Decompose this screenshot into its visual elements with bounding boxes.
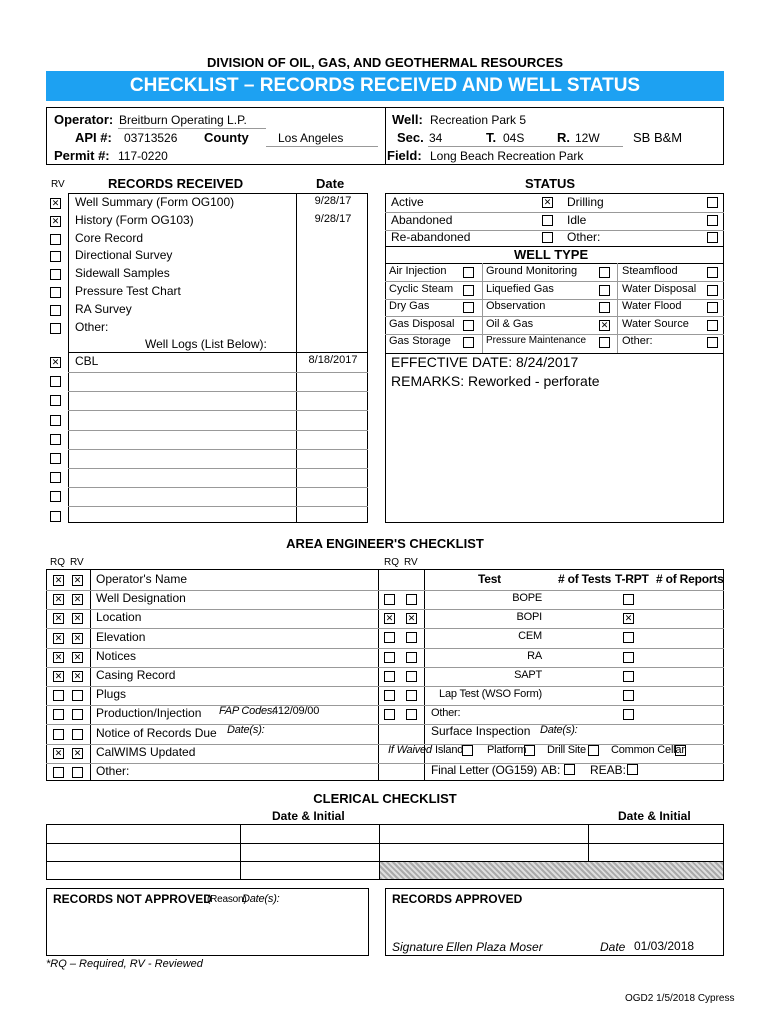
record-label: Other: <box>75 319 109 334</box>
record-checkbox[interactable] <box>50 234 61 245</box>
log-row-line <box>68 468 368 469</box>
test-rv-checkbox[interactable] <box>406 613 417 624</box>
record-checkbox[interactable] <box>50 305 61 316</box>
trpt-checkbox[interactable] <box>623 652 634 663</box>
test-rv-checkbox[interactable] <box>406 594 417 605</box>
log-checkbox[interactable] <box>50 415 61 426</box>
test-rq-checkbox[interactable] <box>384 671 395 682</box>
test-label: Other: <box>431 707 461 720</box>
record-date: 9/28/17 <box>314 212 352 225</box>
clerical-heading: CLERICAL CHECKLIST <box>313 791 457 806</box>
trpt-checkbox[interactable] <box>623 671 634 682</box>
well-type-label: Water Source <box>622 317 689 330</box>
well-type-label: Oil & Gas <box>486 317 534 330</box>
num-reports-header: # of Reports <box>656 572 724 586</box>
record-date: 9/28/17 <box>314 195 352 207</box>
record-label: Core Record <box>75 230 144 245</box>
well-type-label: Dry Gas <box>389 300 430 313</box>
test-label: BOPI <box>516 611 542 624</box>
ab-checkbox[interactable] <box>564 764 575 775</box>
rv-checkbox[interactable] <box>72 729 83 740</box>
engineer-item-label: Production/Injection <box>96 706 202 721</box>
drill-site-label: Drill Site <box>547 744 586 756</box>
well-type-checkbox[interactable] <box>463 267 474 278</box>
record-label: Well Summary (Form OG100) <box>75 195 235 209</box>
record-label: Pressure Test Chart <box>75 284 181 298</box>
test-label: RA <box>527 649 542 662</box>
well-type-checkbox[interactable] <box>707 320 718 331</box>
reason-label: (Reason) <box>207 894 247 905</box>
test-label: Lap Test (WSO Form) <box>439 688 542 700</box>
rq-checkbox[interactable] <box>53 613 64 624</box>
log-checkbox[interactable] <box>50 395 61 406</box>
approved-label: RECORDS APPROVED <box>392 892 523 906</box>
record-checkbox[interactable] <box>50 269 61 280</box>
well-type-checkbox[interactable] <box>463 302 474 313</box>
rv-checkbox[interactable] <box>72 748 83 759</box>
rv-checkbox[interactable] <box>72 709 83 720</box>
status-label: Active <box>391 195 424 209</box>
rv-label: RV <box>51 179 65 190</box>
platform-label: Platform <box>487 744 527 756</box>
record-label: History (Form OG103) <box>75 212 194 227</box>
status-label: Drilling <box>567 195 604 209</box>
record-label: Directional Survey <box>75 248 173 263</box>
log-checkbox[interactable] <box>50 472 61 483</box>
log-label: CBL <box>75 354 99 368</box>
t-value: 04S <box>503 131 525 145</box>
trpt-checkbox[interactable] <box>623 690 634 701</box>
engineer-row-line <box>46 609 724 610</box>
sec-label: Sec. <box>397 130 424 145</box>
rv-checkbox[interactable] <box>72 652 83 663</box>
trpt-checkbox[interactable] <box>623 594 634 605</box>
well-type-row-line <box>385 334 724 335</box>
trpt-checkbox[interactable] <box>623 709 634 720</box>
not-approved-dates: Date(s): <box>242 893 280 905</box>
rq-checkbox[interactable] <box>53 729 64 740</box>
status-checkbox[interactable] <box>542 215 553 226</box>
test-label: SAPT <box>514 668 542 681</box>
rq-checkbox[interactable] <box>53 709 64 720</box>
surface-inspection-label: Surface Inspection <box>431 724 531 738</box>
reab-label: REAB: <box>590 763 627 777</box>
log-row-line <box>68 430 368 431</box>
reab-checkbox[interactable] <box>627 764 638 775</box>
record-checkbox[interactable] <box>50 251 61 262</box>
rq-checkbox[interactable] <box>53 690 64 701</box>
clerical-date-initial-left: Date & Initial <box>272 809 345 823</box>
well-type-label: Gas Storage <box>389 335 451 348</box>
test-rv-checkbox[interactable] <box>406 632 417 643</box>
test-rv-checkbox[interactable] <box>406 709 417 720</box>
approved-date-label: Date <box>600 940 626 954</box>
field-value: Long Beach Recreation Park <box>430 149 584 163</box>
engineer-item-label: Casing Record <box>96 668 176 682</box>
well-type-checkbox[interactable] <box>599 302 610 313</box>
rq-checkbox[interactable] <box>53 748 64 759</box>
engineer-item-label: Notices <box>96 648 137 663</box>
num-tests-header: # of Tests <box>558 572 612 586</box>
operator-value: Breitburn Operating L.P. <box>119 113 247 127</box>
well-label: Well: <box>392 112 423 127</box>
status-label: Other: <box>567 230 601 244</box>
county-label: County <box>204 130 249 145</box>
rq-checkbox[interactable] <box>53 594 64 605</box>
well-type-checkbox[interactable] <box>707 267 718 278</box>
well-type-label: Other: <box>622 335 653 348</box>
permit-label: Permit #: <box>54 148 110 163</box>
status-label: Re-abandoned <box>391 230 471 244</box>
log-row-line <box>68 506 368 507</box>
eng-rq-label: RQ <box>50 557 65 568</box>
trpt-header: T-RPT <box>615 572 649 586</box>
clerical-date-initial-right: Date & Initial <box>618 809 691 823</box>
rv-checkbox[interactable] <box>72 613 83 624</box>
engineer-item-label: CalWIMS Updated <box>96 744 196 759</box>
well-type-label: Water Disposal <box>622 282 697 295</box>
well-type-label: Water Flood <box>622 300 682 313</box>
rv-checkbox[interactable] <box>72 633 83 644</box>
test-rv-checkbox[interactable] <box>406 652 417 663</box>
well-type-label: Steamflood <box>622 265 678 277</box>
log-checkbox[interactable] <box>50 491 61 502</box>
eng-rv-label-2: RV <box>404 557 418 568</box>
log-checkbox[interactable] <box>50 511 61 522</box>
ab-label: AB: <box>541 763 561 777</box>
well-logs-divider <box>68 352 368 353</box>
rq-checkbox[interactable] <box>53 633 64 644</box>
trpt-checkbox[interactable] <box>623 613 634 624</box>
rv-checkbox[interactable] <box>72 671 83 682</box>
engineer-item-label: Plugs <box>96 687 127 702</box>
surface-dates-label: Date(s): <box>540 724 578 736</box>
remarks: REMARKS: Reworked - perforate <box>391 373 600 389</box>
rq-checkbox[interactable] <box>53 671 64 682</box>
engineer-row-line <box>46 628 724 629</box>
record-label: Sidewall Samples <box>75 266 170 281</box>
rq-checkbox[interactable] <box>53 652 64 663</box>
api-value: 03713526 <box>124 131 178 145</box>
record-checkbox[interactable] <box>50 287 61 298</box>
status-checkbox[interactable] <box>707 197 718 208</box>
test-rq-checkbox[interactable] <box>384 613 395 624</box>
well-type-label: Cyclic Steam <box>389 282 454 295</box>
meridian: SB B&M <box>633 130 683 145</box>
well-value: Recreation Park 5 <box>430 113 527 127</box>
permit-value: 117-0220 <box>118 149 168 163</box>
footer-note: *RQ – Required, RV - Reviewed <box>46 958 203 970</box>
county-value: Los Angeles <box>278 131 344 145</box>
engineer-row-line <box>46 648 724 649</box>
test-rv-checkbox[interactable] <box>406 690 417 701</box>
island-label: Island <box>435 744 464 756</box>
island-checkbox[interactable] <box>462 745 473 756</box>
status-checkbox[interactable] <box>542 197 553 208</box>
notice-dates-label: Date(s): <box>227 724 265 736</box>
effective-date: EFFECTIVE DATE: 8/24/2017 <box>391 354 579 370</box>
log-checkbox[interactable] <box>50 357 61 368</box>
status-checkbox[interactable] <box>707 215 718 226</box>
rq-checkbox[interactable] <box>53 575 64 586</box>
division-title: DIVISION OF OIL, GAS, AND GEOTHERMAL RESOURCES <box>206 55 564 70</box>
well-type-checkbox[interactable] <box>463 337 474 348</box>
eng-rq-label-2: RQ <box>384 557 399 568</box>
well-type-checkbox[interactable] <box>599 337 610 348</box>
engineer-item-label: Notice of Records Due <box>96 725 217 740</box>
if-waived-label: If Waived <box>388 744 432 756</box>
records-heading: RECORDS RECEIVED <box>108 176 244 191</box>
well-type-label: Ground Monitoring <box>486 265 578 277</box>
well-type-checkbox[interactable] <box>707 302 718 313</box>
test-rq-checkbox[interactable] <box>384 709 395 720</box>
log-checkbox[interactable] <box>50 376 61 387</box>
engineer-item-label: Operator's Name <box>96 572 187 586</box>
engineer-item-label: Other: <box>96 764 130 778</box>
test-rq-checkbox[interactable] <box>384 652 395 663</box>
test-rq-checkbox[interactable] <box>384 632 395 643</box>
log-row-line <box>68 449 368 450</box>
well-type-checkbox[interactable] <box>707 285 718 296</box>
signature-value: Ellen Plaza Moser <box>446 940 543 954</box>
page-title: CHECKLIST – RECORDS RECEIVED AND WELL STATUS <box>129 75 641 96</box>
final-letter-label: Final Letter (OG159) <box>431 763 538 777</box>
status-label: Abandoned <box>391 212 453 227</box>
engineer-heading: AREA ENGINEER'S CHECKLIST <box>286 536 484 551</box>
test-rq-checkbox[interactable] <box>384 690 395 701</box>
status-heading: STATUS <box>525 176 576 191</box>
t-label: T. <box>486 130 497 145</box>
platform-checkbox[interactable] <box>524 745 535 756</box>
rv-checkbox[interactable] <box>72 767 83 778</box>
log-row-line <box>68 391 368 392</box>
test-label: CEM <box>518 630 542 643</box>
shaded-cell <box>380 862 723 879</box>
rv-checkbox[interactable] <box>72 594 83 605</box>
date-heading: Date <box>316 176 345 191</box>
eng-rv-label: RV <box>70 557 84 568</box>
trpt-checkbox[interactable] <box>623 632 634 643</box>
well-type-checkbox[interactable] <box>599 267 610 278</box>
well-type-label: Liquefied Gas <box>486 282 554 295</box>
engineer-item-label: Well Designation <box>96 591 186 606</box>
well-type-label: Air Injection <box>389 265 447 277</box>
engineer-item-label: Location <box>96 610 142 625</box>
well-logs-label: Well Logs (List Below): <box>145 337 267 351</box>
rv-checkbox[interactable] <box>72 575 83 586</box>
test-rq-checkbox[interactable] <box>384 594 395 605</box>
title-bar <box>46 71 724 101</box>
record-checkbox[interactable] <box>50 198 61 209</box>
engineer-item-label: Elevation <box>96 629 146 644</box>
log-row-line <box>68 372 368 373</box>
test-rv-checkbox[interactable] <box>406 671 417 682</box>
r-value: 12W <box>575 131 600 145</box>
fap-codes-value: 412/09/00 <box>272 705 320 717</box>
form-id: OGD2 1/5/2018 Cypress <box>625 993 735 1004</box>
well-type-checkbox[interactable] <box>599 320 610 331</box>
test-header: Test <box>478 572 501 586</box>
engineer-row-line <box>46 686 724 687</box>
log-checkbox[interactable] <box>50 453 61 464</box>
record-checkbox[interactable] <box>50 323 61 334</box>
sec-value: 34 <box>429 131 443 145</box>
well-type-label: Observation <box>486 300 546 313</box>
rq-checkbox[interactable] <box>53 767 64 778</box>
well-type-heading: WELL TYPE <box>514 247 589 262</box>
log-checkbox[interactable] <box>50 434 61 445</box>
api-label: API #: <box>75 130 112 145</box>
log-date: 8/18/2017 <box>308 354 358 366</box>
field-label: Field: <box>387 148 422 163</box>
record-checkbox[interactable] <box>50 216 61 227</box>
drill-site-checkbox[interactable] <box>588 745 599 756</box>
approved-date-value: 01/03/2018 <box>634 939 695 953</box>
well-type-checkbox[interactable] <box>707 337 718 348</box>
rv-checkbox[interactable] <box>72 690 83 701</box>
log-row-line <box>68 410 368 411</box>
fap-codes-label: FAP Codes: <box>219 705 276 717</box>
status-checkbox[interactable] <box>542 232 553 243</box>
operator-label: Operator: <box>54 112 114 127</box>
signature-label: Signature <box>392 940 444 954</box>
well-type-checkbox[interactable] <box>463 320 474 331</box>
status-checkbox[interactable] <box>707 232 718 243</box>
log-row-line <box>68 487 368 488</box>
record-label: RA Survey <box>75 301 132 316</box>
r-label: R. <box>557 130 570 145</box>
not-approved-label: RECORDS NOT APPROVED <box>53 892 212 906</box>
well-type-checkbox[interactable] <box>599 285 610 296</box>
well-type-label: Pressure Maintenance <box>486 335 587 347</box>
common-cellar-label: Common Cellar <box>611 744 685 756</box>
common-cellar-checkbox[interactable] <box>675 745 686 756</box>
status-label: Idle <box>567 212 587 227</box>
well-type-checkbox[interactable] <box>463 285 474 296</box>
well-type-label: Gas Disposal <box>389 317 455 330</box>
test-label: BOPE <box>512 592 542 604</box>
